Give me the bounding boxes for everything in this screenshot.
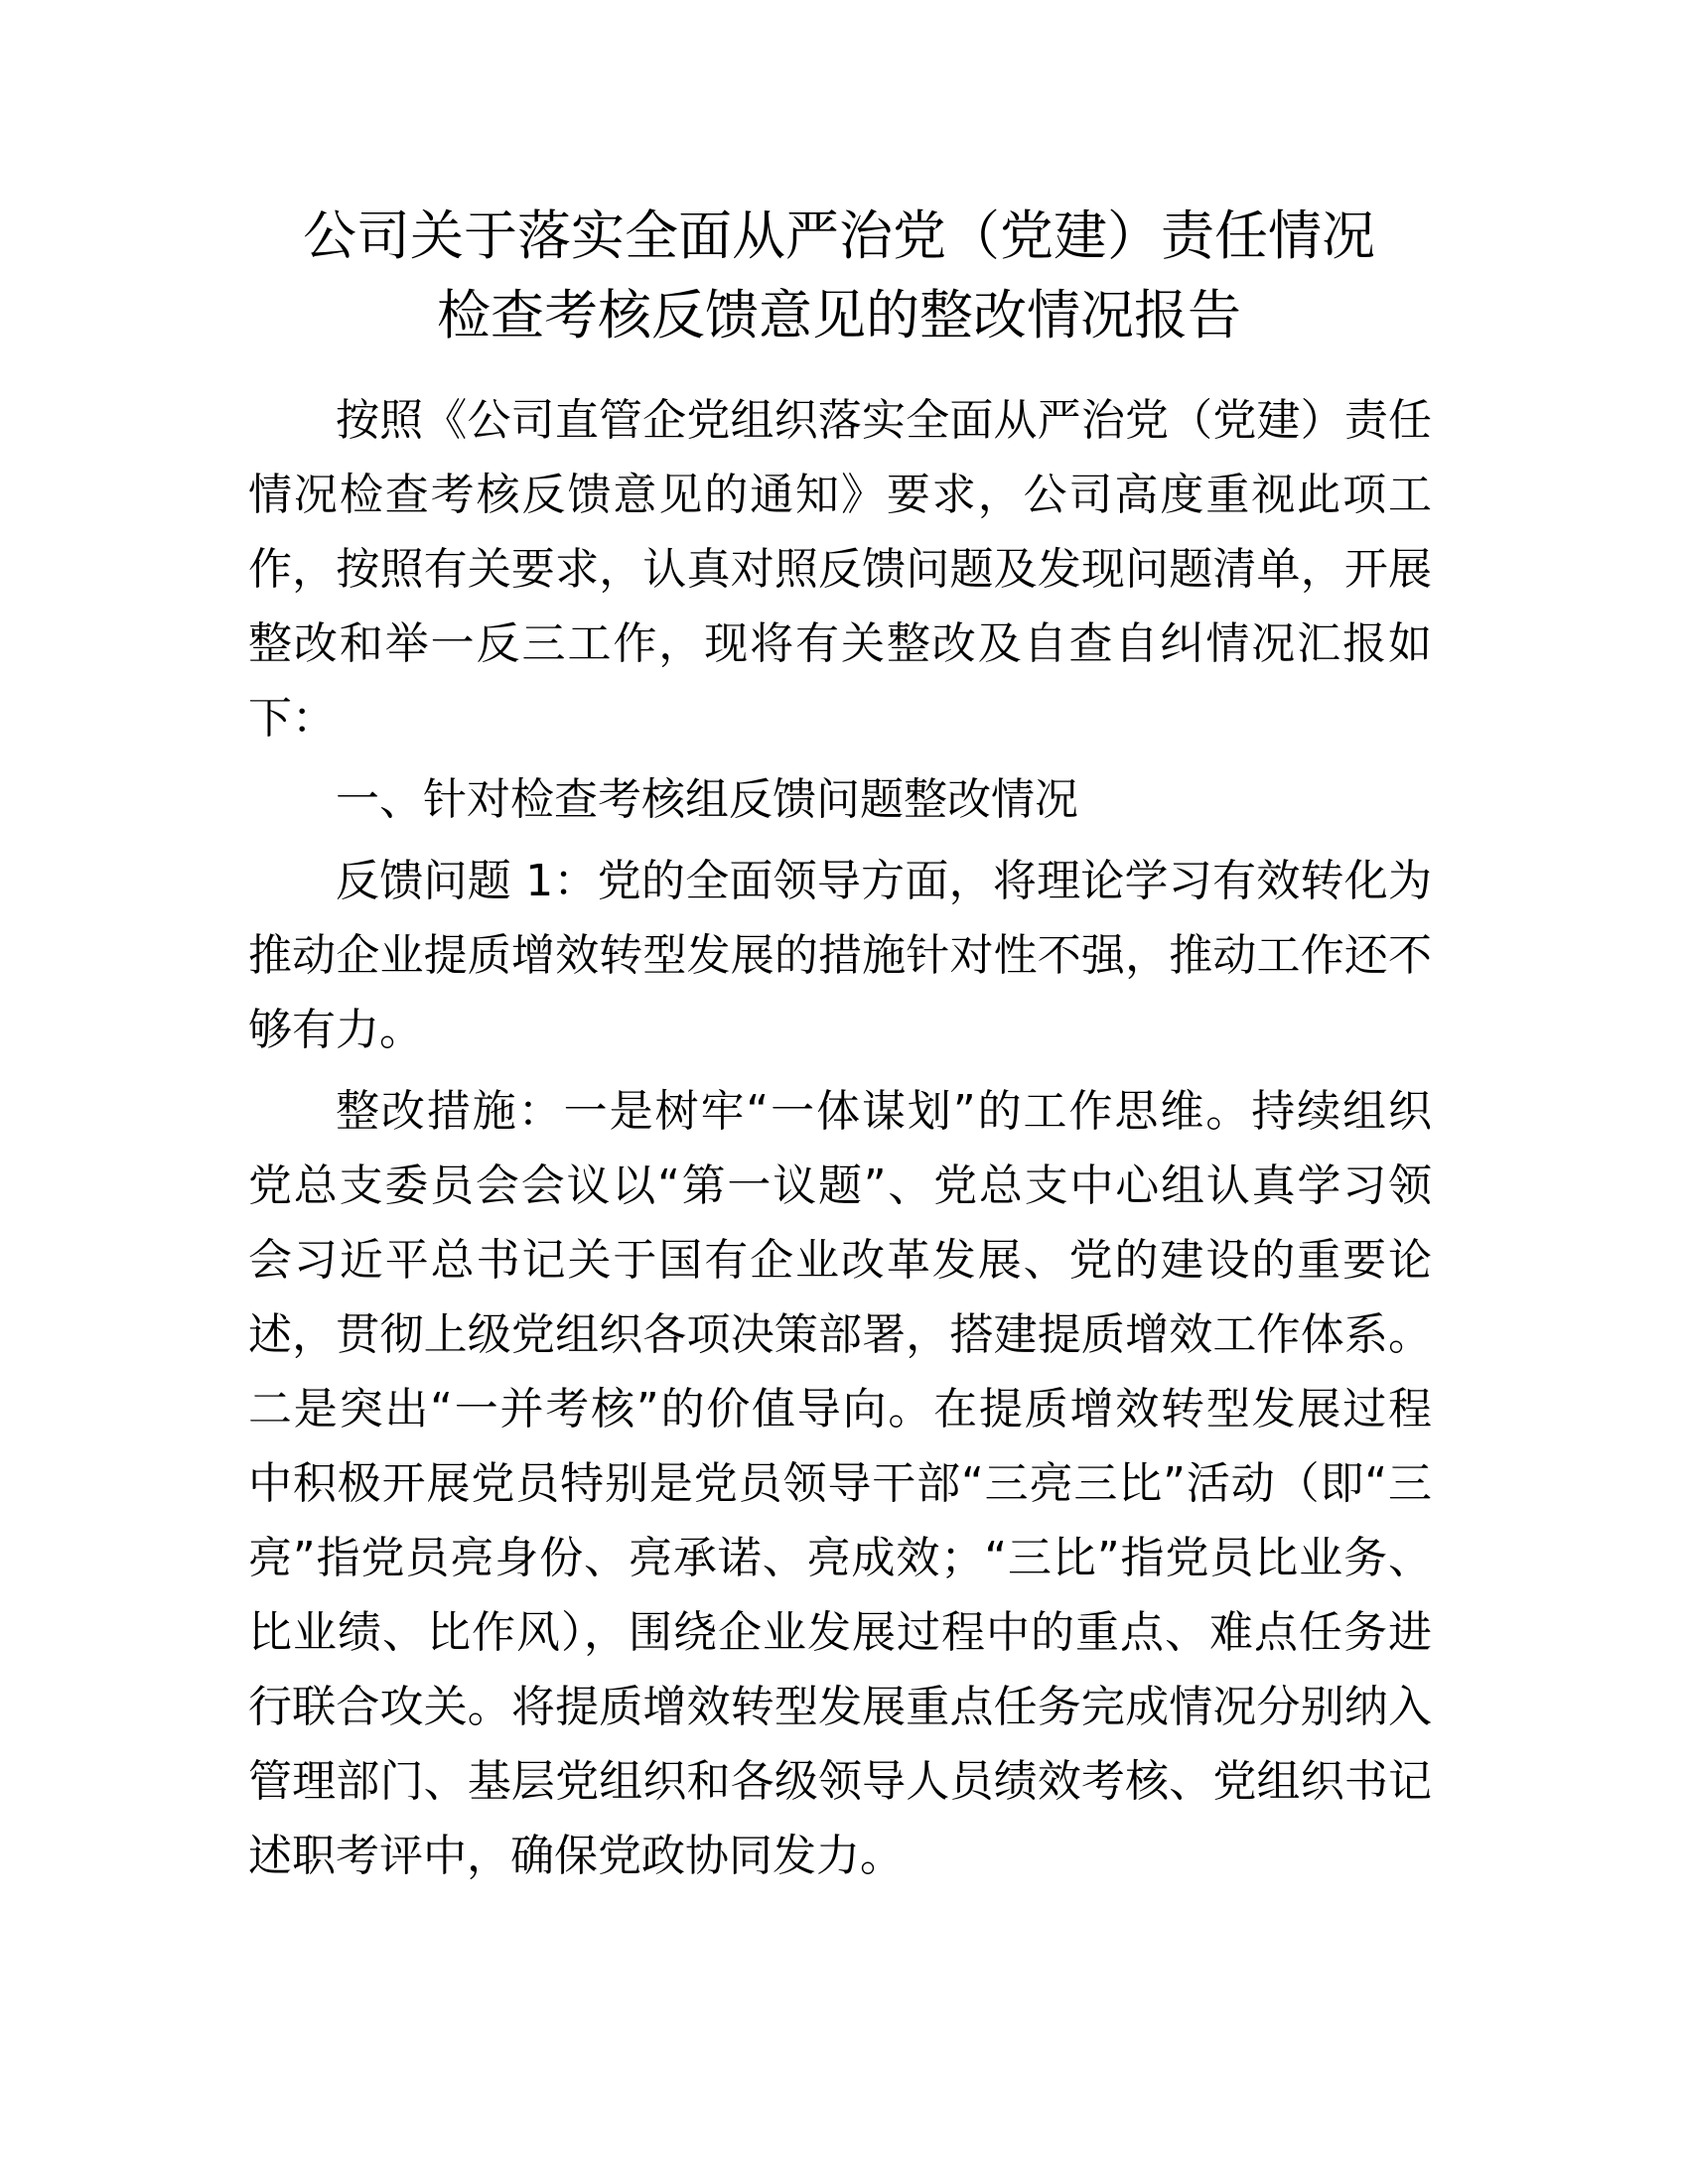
paragraph-spacer — [248, 837, 1432, 844]
section-heading-text: 一、针对检查考核组反馈问题整改情况 — [336, 774, 1078, 825]
document-title — [248, 197, 1430, 355]
rectification-measures-paragraph — [248, 1074, 1432, 1893]
text-line: 按照《公司直管企党组织落实全面从严治党（党建）责任 — [336, 395, 1432, 446]
title-line-2: 检查考核反馈意见的整改情况报告 — [437, 284, 1241, 346]
text-line: 整改措施：一是树牢“一体谋划”的工作思维。持续组织 — [336, 1086, 1432, 1137]
title-line-1: 公司关于落实全面从严治党（党建）责任情况 — [303, 205, 1375, 267]
text-line: 作，按照有关要求，认真对照反馈问题及发现问题清单，开展 — [248, 544, 1432, 595]
text-line: 比业绩、比作风），围绕企业发展过程中的重点、难点任务进 — [248, 1607, 1432, 1658]
text-line: 党总支委员会会议以“第一议题”、党总支中心组认真学习领 — [248, 1160, 1432, 1211]
text-line: 行联合攻关。将提质增效转型发展重点任务完成情况分别纳入 — [248, 1682, 1432, 1732]
text-line: 推动企业提质增效转型发展的措施针对性不强，推动工作还不 — [248, 930, 1432, 981]
feedback-issue-paragraph — [248, 844, 1432, 1067]
text-line: 述，贯彻上级党组织各项决策部署，搭建提质增效工作体系。 — [248, 1309, 1432, 1360]
text-line: 反馈问题 1：党的全面领导方面，将理论学习有效转化为 — [336, 856, 1432, 906]
text-line: 二是突出“一并考核”的价值导向。在提质增效转型发展过程 — [248, 1384, 1432, 1434]
text-line: 整改和举一反三工作，现将有关整改及自查自纠情况汇报如 — [248, 618, 1432, 669]
text-line: 述职考评中，确保党政协同发力。 — [248, 1831, 904, 1881]
text-line: 够有力。 — [248, 1005, 423, 1055]
paragraph-spacer — [248, 755, 1432, 762]
document-body — [248, 383, 1432, 1893]
section-heading — [248, 762, 1432, 837]
text-line: 中积极开展党员特别是党员领导干部“三亮三比”活动（即“三 — [248, 1458, 1432, 1509]
intro-paragraph — [248, 383, 1432, 755]
text-line: 会习近平总书记关于国有企业改革发展、党的建设的重要论 — [248, 1235, 1432, 1286]
text-line: 亮”指党员亮身份、亮承诺、亮成效；“三比”指党员比业务、 — [248, 1533, 1432, 1583]
text-line: 管理部门、基层党组织和各级领导人员绩效考核、党组织书记 — [248, 1756, 1432, 1807]
text-line: 情况检查考核反馈意见的通知》要求，公司高度重视此项工 — [248, 470, 1432, 520]
paragraph-spacer — [248, 1067, 1432, 1074]
text-line: 下： — [248, 693, 336, 744]
